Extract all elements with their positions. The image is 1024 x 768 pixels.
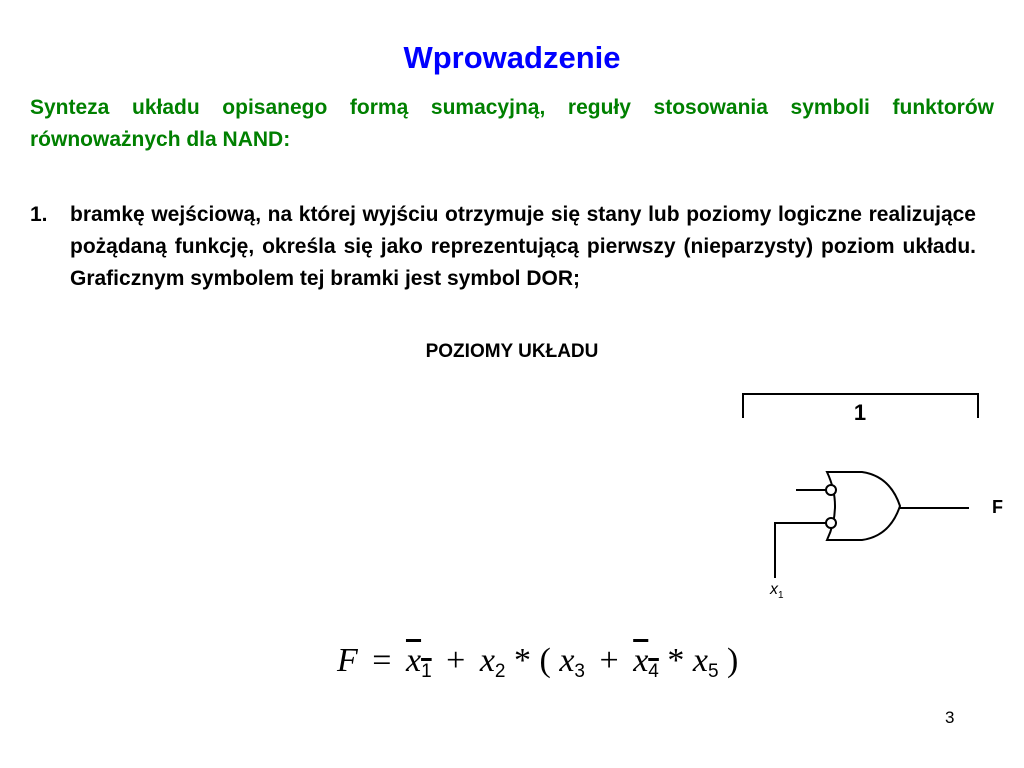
formula-term-4: x4 — [633, 642, 659, 682]
input-label-index: 1 — [778, 590, 784, 602]
formula-lparen: ( — [539, 642, 551, 679]
section-heading: POZIOMY UKŁADU — [425, 341, 599, 362]
slide-title: Wprowadzenie — [403, 40, 621, 75]
gate-input-line-2 — [775, 523, 826, 578]
formula-term-5: x5 — [692, 642, 719, 682]
formula-times-1: * — [514, 642, 531, 679]
inversion-bubble-1 — [826, 485, 836, 495]
formula-term-3: x3 — [559, 642, 585, 682]
page-number: 3 — [945, 708, 955, 727]
input-label-variable: x — [770, 581, 778, 598]
formula-term-2: x2 — [479, 642, 506, 682]
formula-lhs: F — [337, 642, 358, 679]
formula-term-1: x1 — [405, 642, 432, 682]
inversion-bubble-2 — [826, 518, 836, 528]
input-label — [770, 581, 784, 601]
output-label: F — [992, 497, 1003, 517]
boolean-formula — [337, 642, 738, 680]
formula-rparen: ) — [727, 642, 739, 679]
level-number: 1 — [853, 400, 867, 425]
list-item-number: 1. — [30, 203, 48, 226]
dor-gate-body — [827, 472, 900, 540]
list-item-text: bramkę wejściową, na której wyjściu otrzymuje się stany lub poziomy logiczne realizujące pożądaną funkcję, określa się jako reprezentującą pierwszy (nieparzysty) poziom układu. Graficznym symbolem tej bramki jest symbol DOR; — [70, 203, 976, 290]
formula-plus-2: + — [599, 642, 619, 679]
formula-times-2: * — [667, 642, 685, 679]
slide-subtitle: Synteza układu opisanego formą sumacyjną, reguły stosowania symboli funktorów równoważnych dla NAND: — [30, 96, 994, 151]
formula-plus-1: + — [446, 642, 466, 679]
formula-equals: = — [372, 642, 392, 679]
